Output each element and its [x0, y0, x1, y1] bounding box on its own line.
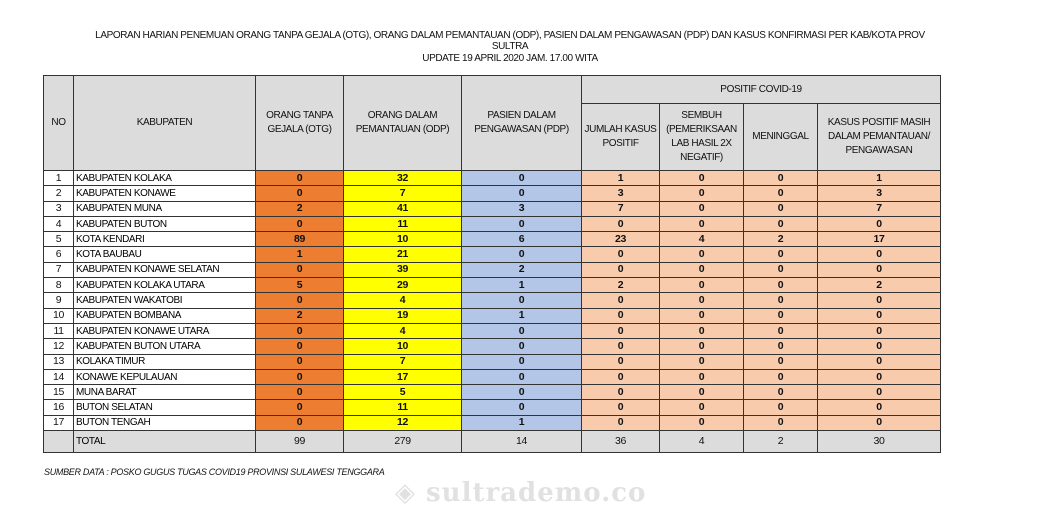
cell-jumlah: 0	[582, 339, 660, 354]
cell-kab: KABUPATEN BUTON	[74, 216, 256, 231]
cell-odp: 12	[344, 415, 462, 430]
cell-masih: 7	[818, 201, 941, 216]
cell-pdp: 0	[462, 216, 582, 231]
cell-otg: 2	[256, 201, 344, 216]
cell-no: 6	[44, 247, 74, 262]
cell-sembuh: 0	[660, 339, 744, 354]
cell-no: 9	[44, 293, 74, 308]
header-jumlah: JUMLAH KASUS POSITIF	[582, 104, 660, 171]
cell-jumlah: 0	[582, 354, 660, 369]
cell-odp: 17	[344, 369, 462, 384]
cell-no: 15	[44, 385, 74, 400]
cell-masih: 1	[818, 171, 941, 186]
table-row	[44, 339, 941, 354]
cell-meninggal: 0	[744, 262, 818, 277]
table-row	[44, 415, 941, 430]
total-no	[44, 431, 74, 453]
cell-masih: 0	[818, 354, 941, 369]
cell-kab: KABUPATEN KOLAKA UTARA	[74, 278, 256, 293]
cell-pdp: 0	[462, 186, 582, 201]
cell-meninggal: 2	[744, 232, 818, 247]
cell-kab: MUNA BARAT	[74, 385, 256, 400]
cell-kab: KABUPATEN KONAWE	[74, 186, 256, 201]
cell-otg: 0	[256, 339, 344, 354]
header-no: NO	[44, 76, 74, 171]
report-update-time: UPDATE 19 APRIL 2020 JAM. 17.00 WITA	[422, 53, 598, 64]
cell-otg: 0	[256, 323, 344, 338]
cell-meninggal: 0	[744, 186, 818, 201]
cell-masih: 0	[818, 308, 941, 323]
table-row	[44, 369, 941, 384]
table-row	[44, 400, 941, 415]
cell-sembuh: 0	[660, 201, 744, 216]
cell-pdp: 0	[462, 339, 582, 354]
cell-sembuh: 0	[660, 323, 744, 338]
cell-jumlah: 7	[582, 201, 660, 216]
cell-sembuh: 4	[660, 232, 744, 247]
cell-no: 14	[44, 369, 74, 384]
cell-no: 3	[44, 201, 74, 216]
cell-masih: 3	[818, 186, 941, 201]
cell-masih: 0	[818, 385, 941, 400]
cell-kab: KABUPATEN MUNA	[74, 201, 256, 216]
cell-kab: BUTON TENGAH	[74, 415, 256, 430]
cell-meninggal: 0	[744, 278, 818, 293]
total-row	[44, 431, 941, 453]
cell-odp: 7	[344, 186, 462, 201]
cell-no: 8	[44, 278, 74, 293]
cell-sembuh: 0	[660, 171, 744, 186]
table-row	[44, 247, 941, 262]
cell-otg: 0	[256, 369, 344, 384]
cell-pdp: 3	[462, 201, 582, 216]
cell-masih: 0	[818, 247, 941, 262]
cell-odp: 5	[344, 385, 462, 400]
report-title-province: SULTRA	[491, 41, 529, 52]
cell-masih: 0	[818, 293, 941, 308]
cell-sembuh: 0	[660, 354, 744, 369]
table-row	[44, 293, 941, 308]
cell-kab: KABUPATEN WAKATOBI	[74, 293, 256, 308]
cell-meninggal: 0	[744, 323, 818, 338]
cell-pdp: 0	[462, 293, 582, 308]
total-meninggal: 2	[744, 431, 818, 453]
total-jumlah: 36	[582, 431, 660, 453]
cell-odp: 21	[344, 247, 462, 262]
cell-pdp: 0	[462, 385, 582, 400]
cell-sembuh: 0	[660, 278, 744, 293]
cell-meninggal: 0	[744, 369, 818, 384]
cell-sembuh: 0	[660, 186, 744, 201]
header-sembuh: SEMBUH (PEMERIKSAAN LAB HASIL 2X NEGATIF)	[660, 104, 744, 171]
cell-no: 7	[44, 262, 74, 277]
cell-masih: 0	[818, 369, 941, 384]
total-masih: 30	[818, 431, 941, 453]
table-row	[44, 186, 941, 201]
table-row	[44, 354, 941, 369]
table-row	[44, 216, 941, 231]
cell-masih: 0	[818, 323, 941, 338]
cell-odp: 4	[344, 293, 462, 308]
cell-meninggal: 0	[744, 415, 818, 430]
cell-pdp: 6	[462, 232, 582, 247]
cell-odp: 4	[344, 323, 462, 338]
cell-sembuh: 0	[660, 216, 744, 231]
total-pdp: 14	[462, 431, 582, 453]
cell-odp: 11	[344, 216, 462, 231]
cell-kab: BUTON SELATAN	[74, 400, 256, 415]
cell-meninggal: 0	[744, 339, 818, 354]
data-source: SUMBER DATA : POSKO GUGUS TUGAS COVID19 PROVINSI SULAWESI TENGGARA	[44, 467, 385, 477]
cell-kab: KONAWE KEPULAUAN	[74, 369, 256, 384]
cell-sembuh: 0	[660, 262, 744, 277]
cell-otg: 0	[256, 385, 344, 400]
cell-meninggal: 0	[744, 354, 818, 369]
cell-pdp: 0	[462, 354, 582, 369]
cell-otg: 89	[256, 232, 344, 247]
cell-pdp: 0	[462, 247, 582, 262]
cell-meninggal: 0	[744, 171, 818, 186]
header-kabupaten: KABUPATEN	[74, 76, 256, 171]
cell-jumlah: 0	[582, 216, 660, 231]
cell-no: 11	[44, 323, 74, 338]
cell-kab: KOTA KENDARI	[74, 232, 256, 247]
cell-otg: 1	[256, 247, 344, 262]
table-row	[44, 171, 941, 186]
header-positif-group: POSITIF COVID-19	[582, 76, 941, 104]
cell-odp: 10	[344, 339, 462, 354]
cell-masih: 0	[818, 216, 941, 231]
cell-no: 12	[44, 339, 74, 354]
cell-otg: 0	[256, 415, 344, 430]
cell-otg: 5	[256, 278, 344, 293]
cell-jumlah: 0	[582, 247, 660, 262]
header-odp: ORANG DALAM PEMANTAUAN (ODP)	[344, 76, 462, 171]
cell-jumlah: 2	[582, 278, 660, 293]
cell-meninggal: 0	[744, 293, 818, 308]
cell-otg: 0	[256, 400, 344, 415]
cell-sembuh: 0	[660, 293, 744, 308]
cell-no: 1	[44, 171, 74, 186]
cell-jumlah: 0	[582, 262, 660, 277]
cell-odp: 19	[344, 308, 462, 323]
cell-kab: KOLAKA TIMUR	[74, 354, 256, 369]
cell-kab: KOTA BAUBAU	[74, 247, 256, 262]
cell-jumlah: 3	[582, 186, 660, 201]
cell-sembuh: 0	[660, 369, 744, 384]
cell-masih: 2	[818, 278, 941, 293]
total-sembuh: 4	[660, 431, 744, 453]
cell-masih: 0	[818, 415, 941, 430]
table-row	[44, 201, 941, 216]
report-title: LAPORAN HARIAN PENEMUAN ORANG TANPA GEJALA (OTG), ORANG DALAM PEMANTAUAN (ODP), PASIEN DALAM PENGAWASAN (PDP) DAN KASUS KONFIRMASI PER KAB/KOTA PROV	[95, 30, 925, 41]
cell-jumlah: 0	[582, 415, 660, 430]
cell-otg: 0	[256, 262, 344, 277]
cell-pdp: 1	[462, 415, 582, 430]
header-meninggal: MENINGGAL	[744, 104, 818, 171]
cell-odp: 39	[344, 262, 462, 277]
cell-otg: 0	[256, 216, 344, 231]
cell-odp: 7	[344, 354, 462, 369]
covid-data-table	[43, 75, 941, 453]
cell-jumlah: 23	[582, 232, 660, 247]
cell-masih: 0	[818, 339, 941, 354]
cell-kab: KABUPATEN BOMBANA	[74, 308, 256, 323]
cell-jumlah: 1	[582, 171, 660, 186]
table-row	[44, 232, 941, 247]
cell-pdp: 0	[462, 400, 582, 415]
cell-pdp: 0	[462, 369, 582, 384]
cell-odp: 11	[344, 400, 462, 415]
cell-jumlah: 0	[582, 308, 660, 323]
cell-jumlah: 0	[582, 293, 660, 308]
cell-jumlah: 0	[582, 400, 660, 415]
cell-pdp: 1	[462, 278, 582, 293]
cell-meninggal: 0	[744, 400, 818, 415]
cell-meninggal: 0	[744, 385, 818, 400]
cell-no: 4	[44, 216, 74, 231]
cell-otg: 0	[256, 171, 344, 186]
cell-sembuh: 0	[660, 400, 744, 415]
cell-pdp: 0	[462, 323, 582, 338]
cell-meninggal: 0	[744, 216, 818, 231]
cell-sembuh: 0	[660, 385, 744, 400]
cell-pdp: 2	[462, 262, 582, 277]
cell-sembuh: 0	[660, 415, 744, 430]
cell-jumlah: 0	[582, 385, 660, 400]
cell-odp: 41	[344, 201, 462, 216]
table-row	[44, 385, 941, 400]
cell-otg: 2	[256, 308, 344, 323]
watermark-logo: ◈ sultrademo.co	[395, 478, 647, 508]
cell-otg: 0	[256, 354, 344, 369]
cell-kab: KABUPATEN KOLAKA	[74, 171, 256, 186]
cell-masih: 0	[818, 262, 941, 277]
cell-no: 13	[44, 354, 74, 369]
cell-no: 2	[44, 186, 74, 201]
cell-masih: 17	[818, 232, 941, 247]
cell-kab: KABUPATEN KONAWE UTARA	[74, 323, 256, 338]
cell-no: 5	[44, 232, 74, 247]
cell-no: 10	[44, 308, 74, 323]
cell-odp: 29	[344, 278, 462, 293]
cell-kab: KABUPATEN KONAWE SELATAN	[74, 262, 256, 277]
total-odp: 279	[344, 431, 462, 453]
header-otg: ORANG TANPA GEJALA (OTG)	[256, 76, 344, 171]
cell-odp: 10	[344, 232, 462, 247]
cell-jumlah: 0	[582, 323, 660, 338]
cell-meninggal: 0	[744, 247, 818, 262]
table-row	[44, 278, 941, 293]
header-pdp: PASIEN DALAM PENGAWASAN (PDP)	[462, 76, 582, 171]
cell-meninggal: 0	[744, 201, 818, 216]
cell-otg: 0	[256, 186, 344, 201]
table-row	[44, 323, 941, 338]
cell-odp: 32	[344, 171, 462, 186]
header-masih: KASUS POSITIF MASIH DALAM PEMANTAUAN/ PENGAWASAN	[818, 104, 941, 171]
cell-jumlah: 0	[582, 369, 660, 384]
cell-otg: 0	[256, 293, 344, 308]
cell-pdp: 0	[462, 171, 582, 186]
cell-sembuh: 0	[660, 247, 744, 262]
cell-kab: KABUPATEN BUTON UTARA	[74, 339, 256, 354]
table-row	[44, 262, 941, 277]
cell-no: 16	[44, 400, 74, 415]
cell-masih: 0	[818, 400, 941, 415]
cell-meninggal: 0	[744, 308, 818, 323]
total-otg: 99	[256, 431, 344, 453]
cell-sembuh: 0	[660, 308, 744, 323]
total-label: TOTAL	[74, 431, 256, 453]
cell-pdp: 1	[462, 308, 582, 323]
table-row	[44, 308, 941, 323]
cell-no: 17	[44, 415, 74, 430]
